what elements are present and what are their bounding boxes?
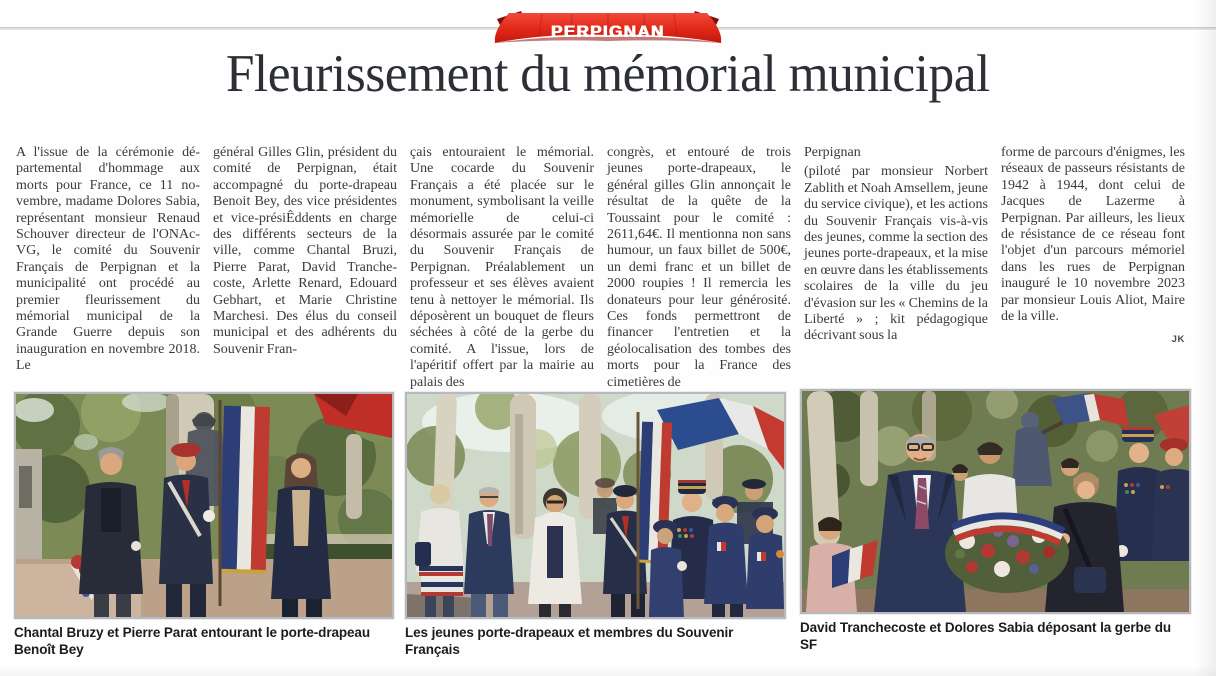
paragraph: Perpignan — [804, 145, 861, 160]
page-title: Fleurissement du mémorial municipal — [225, 45, 991, 103]
article-column-5 — [804, 145, 988, 391]
photo-3-image — [800, 389, 1191, 614]
photo-figure-group — [405, 392, 786, 658]
child-behind-wreath — [1061, 458, 1079, 476]
photo-caption: Les jeunes porte-drapeaux et membres du Souvenir Français — [405, 625, 734, 657]
photo-strip — [14, 392, 1206, 672]
paragraph: A l'issue de la cérémonie départemental d'hommage aux morts pour France, ce 11 novembre, madame Dolores Sabia, représentant monsieur Renaud Schouver directeur de l'ONAc-VG, le comité du Souvenir Français de Perpignan et la municipalité ont procédé au premier fleurissement du mémorial municipal de la Grande Guerre depuis son inauguration en novembre 2018. Le — [16, 145, 200, 374]
paragraph: (piloté par monsieur Norbert Zablith et Noah Amsellem, jeune du service civique), et les actions du Souvenir Français vis-à-vis des jeunes, comme la section des jeunes porte-drapeaux, et la mise en œuvre dans les établissements scolaires de la ville du jeu d'évasion sur les « Chemins de la Liberté » ; kit pédagogique décrivant sous la — [804, 164, 988, 344]
article-column-4 — [607, 145, 791, 391]
article-column-2 — [213, 145, 397, 391]
article-column-3 — [410, 145, 594, 391]
paragraph: congrès, et entouré de trois jeunes porte-drapeaux, le général gilles Glin annonçait le résultat de la quête de la Toussaint pour le comité : 2611,64€. Il mentionna non sans humour, un faux billet de 500€, un demi franc et un billet de 2000 roupies ! Il remercia les donateurs pour leur générosité. Ces fonds permettront de financer l'entretien et la géolocalisation des tombes des morts pour la France des cimetières de — [607, 145, 791, 390]
paragraph: forme de parcours d'énigmes, les réseaux de passeurs résistants de 1942 à 1944, dont celui de Jacques de Lazerme à Perpignan. Par ailleurs, les lieux de résistance de ce réseau font l'objet d'un parcours mémoriel dans les rues de Perpignan inauguré le 10 novembre 2023 par monsieur Louis Aliot, Maire de la ville. — [1001, 145, 1185, 325]
article-column-1 — [16, 145, 200, 391]
photo-figure-wreath — [800, 389, 1191, 653]
photo-2-image — [405, 392, 786, 619]
photo-caption: David Tranchecoste et Dolores Sabia déposant la gerbe du SF — [800, 620, 1172, 652]
photo-figure-memorial-trio — [14, 392, 394, 658]
photo-caption: Chantal Bruzy et Pierre Parat entourant le porte-drapeau Benoît Bey — [14, 625, 370, 657]
article-body — [16, 145, 1188, 391]
photo-1-image — [14, 392, 394, 619]
article-column-6 — [1001, 145, 1185, 391]
french-flag — [220, 406, 270, 574]
paragraph: général Gilles Glin, président du comité de Perpignan, était accompagné du porte-drapeau Benoit Bey, des vice présidentes et vice-présiÊddents en charge des différents secteurs de la ville, comme Chantal Bruzi, Pierre Parat, David Tranchecoste, Arlette Renard, Edouard Gebhart, et Marie Christine Marchesi. Des élus du conseil municipal et des adhérents du Souvenir Fran- — [213, 145, 397, 357]
kicker-label: PERPIGNAN — [551, 22, 665, 41]
byline-initials: JK — [1171, 334, 1185, 346]
flower-wreath — [945, 513, 1069, 593]
paragraph: çais entouraient le mémorial. Une cocarde du Souvenir Français a été placée sur le monument, symbolisant la veille mémorielle de celui-ci désormais assurée par le comité du Souvenir Français de Perpignan. Préalablement un professeur et ses élèves avaient tenu à nettoyer le mémorial. Ils déposèrent un bouquet de fleurs séchées à côté de la gerbe du comité. A l'issue, lors de l'apéritif offert par la mairie au palais des — [410, 145, 594, 390]
